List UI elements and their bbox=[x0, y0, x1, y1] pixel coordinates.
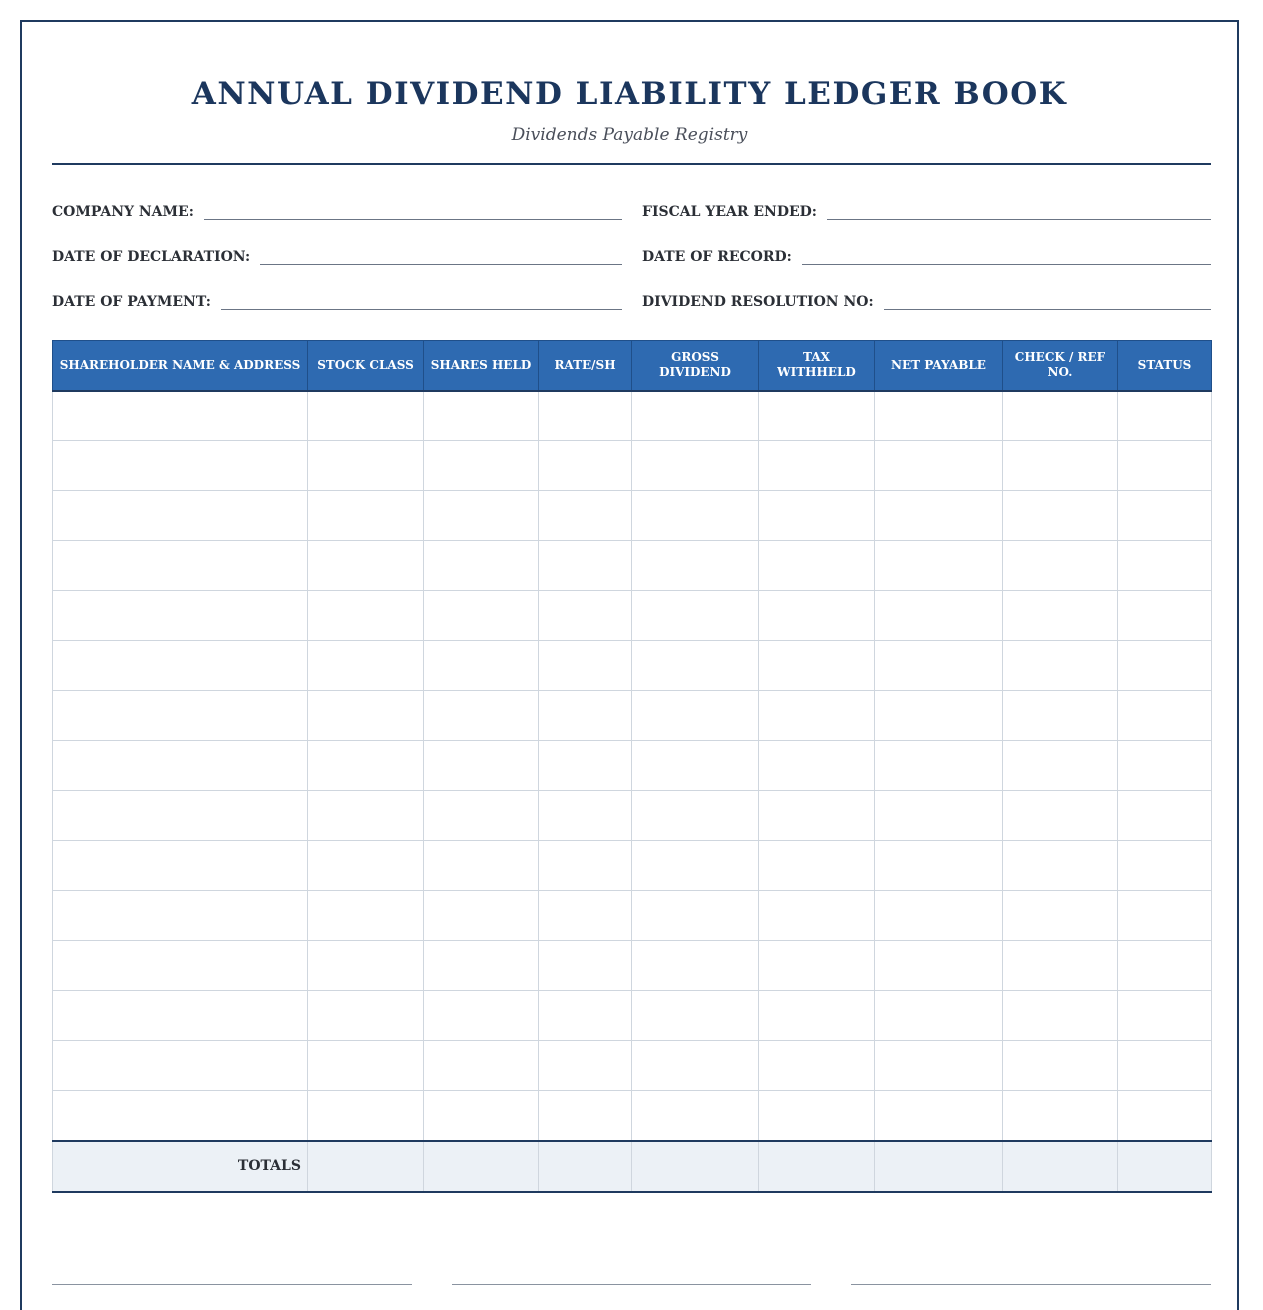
ledger-cell[interactable] bbox=[424, 641, 539, 691]
ledger-cell[interactable] bbox=[875, 841, 1003, 891]
ledger-cell[interactable] bbox=[1118, 541, 1212, 591]
ledger-cell[interactable] bbox=[424, 941, 539, 991]
ledger-row bbox=[53, 941, 1212, 991]
ledger-cell[interactable] bbox=[539, 791, 632, 841]
ledger-cell[interactable] bbox=[632, 1041, 759, 1091]
totals-cell[interactable] bbox=[424, 1141, 539, 1192]
date-of-payment-field bbox=[52, 286, 622, 310]
ledger-cell[interactable] bbox=[424, 491, 539, 541]
ledger-cell[interactable] bbox=[1003, 491, 1118, 541]
company-name-field bbox=[52, 196, 622, 220]
ledger-cell[interactable] bbox=[308, 1041, 424, 1091]
fiscal-year-ended-field bbox=[642, 196, 1211, 220]
ledger-cell[interactable] bbox=[875, 1091, 1003, 1141]
ledger-cell[interactable] bbox=[1003, 691, 1118, 741]
ledger-cell[interactable] bbox=[875, 541, 1003, 591]
ledger-row bbox=[53, 991, 1212, 1041]
company-name-label: COMPANY NAME: bbox=[52, 204, 194, 220]
ledger-cell[interactable] bbox=[308, 891, 424, 941]
ledger-cell[interactable] bbox=[308, 391, 424, 441]
ledger-cell[interactable] bbox=[875, 991, 1003, 1041]
ledger-cell[interactable] bbox=[759, 1091, 875, 1141]
ledger-cell[interactable] bbox=[424, 591, 539, 641]
totals-label: TOTALS bbox=[53, 1141, 308, 1192]
ledger-cell[interactable] bbox=[539, 641, 632, 691]
signature-line-3[interactable] bbox=[851, 1284, 1211, 1285]
ledger-cell[interactable] bbox=[1118, 641, 1212, 691]
ledger-cell[interactable] bbox=[632, 791, 759, 841]
ledger-cell[interactable] bbox=[759, 941, 875, 991]
column-header-shares-held: SHARES HELD bbox=[424, 341, 539, 391]
ledger-cell[interactable] bbox=[759, 541, 875, 591]
ledger-cell[interactable] bbox=[632, 491, 759, 541]
totals-cell[interactable] bbox=[1118, 1141, 1212, 1192]
ledger-cell[interactable] bbox=[424, 841, 539, 891]
ledger-row bbox=[53, 541, 1212, 591]
ledger-cell[interactable] bbox=[875, 791, 1003, 841]
ledger-cell[interactable] bbox=[875, 591, 1003, 641]
ledger-cell[interactable] bbox=[875, 441, 1003, 491]
ledger-cell[interactable] bbox=[1118, 691, 1212, 741]
ledger-cell[interactable] bbox=[632, 691, 759, 741]
ledger-cell[interactable] bbox=[1003, 991, 1118, 1041]
ledger-cell[interactable] bbox=[308, 841, 424, 891]
ledger-row bbox=[53, 891, 1212, 941]
signature-line-2[interactable] bbox=[452, 1284, 811, 1285]
ledger-cell[interactable] bbox=[53, 541, 308, 591]
date-of-record-input[interactable] bbox=[802, 241, 1211, 265]
ledger-cell[interactable] bbox=[424, 1091, 539, 1141]
ledger-cell[interactable] bbox=[53, 491, 308, 541]
ledger-cell[interactable] bbox=[1118, 991, 1212, 1041]
ledger-cell[interactable] bbox=[632, 941, 759, 991]
ledger-cell[interactable] bbox=[1118, 741, 1212, 791]
totals-row bbox=[53, 1141, 1212, 1192]
ledger-cell[interactable] bbox=[424, 1041, 539, 1091]
ledger-cell[interactable] bbox=[539, 891, 632, 941]
ledger-cell[interactable] bbox=[53, 841, 308, 891]
date-of-payment-input[interactable] bbox=[221, 286, 622, 310]
ledger-cell[interactable] bbox=[759, 441, 875, 491]
ledger-row bbox=[53, 441, 1212, 491]
ledger-cell[interactable] bbox=[632, 841, 759, 891]
ledger-row bbox=[53, 591, 1212, 641]
ledger-cell[interactable] bbox=[1003, 941, 1118, 991]
signature-line-1[interactable] bbox=[52, 1284, 412, 1285]
totals-cell[interactable] bbox=[875, 1141, 1003, 1192]
ledger-cell[interactable] bbox=[1118, 791, 1212, 841]
column-header-shareholder: SHAREHOLDER NAME & ADDRESS bbox=[53, 341, 308, 391]
ledger-cell[interactable] bbox=[632, 441, 759, 491]
ledger-body bbox=[53, 391, 1212, 1192]
ledger-table bbox=[52, 340, 1212, 1193]
ledger-cell[interactable] bbox=[424, 391, 539, 441]
ledger-cell[interactable] bbox=[1118, 391, 1212, 441]
ledger-cell[interactable] bbox=[632, 991, 759, 1041]
ledger-cell[interactable] bbox=[53, 941, 308, 991]
ledger-cell[interactable] bbox=[759, 591, 875, 641]
date-of-record-label: DATE OF RECORD: bbox=[642, 249, 792, 265]
date-of-declaration-input[interactable] bbox=[260, 241, 622, 265]
ledger-cell[interactable] bbox=[53, 891, 308, 941]
ledger-cell[interactable] bbox=[53, 1041, 308, 1091]
ledger-cell[interactable] bbox=[1118, 1091, 1212, 1141]
ledger-row bbox=[53, 1091, 1212, 1141]
ledger-cell[interactable] bbox=[53, 741, 308, 791]
page-title: ANNUAL DIVIDEND LIABILITY LEDGER BOOK bbox=[191, 76, 1068, 112]
ledger-cell[interactable] bbox=[53, 591, 308, 641]
ledger-cell[interactable] bbox=[539, 941, 632, 991]
ledger-cell[interactable] bbox=[1003, 541, 1118, 591]
ledger-cell[interactable] bbox=[875, 641, 1003, 691]
ledger-cell[interactable] bbox=[308, 541, 424, 591]
ledger-cell[interactable] bbox=[1118, 941, 1212, 991]
ledger-cell[interactable] bbox=[308, 991, 424, 1041]
ledger-cell[interactable] bbox=[759, 791, 875, 841]
ledger-cell[interactable] bbox=[759, 841, 875, 891]
ledger-cell[interactable] bbox=[759, 491, 875, 541]
ledger-cell[interactable] bbox=[53, 991, 308, 1041]
ledger-cell[interactable] bbox=[875, 741, 1003, 791]
ledger-cell[interactable] bbox=[1118, 491, 1212, 541]
ledger-cell[interactable] bbox=[1003, 891, 1118, 941]
ledger-cell[interactable] bbox=[308, 691, 424, 741]
header-divider bbox=[52, 163, 1211, 165]
dividend-resolution-no-input[interactable] bbox=[884, 286, 1211, 310]
ledger-cell[interactable] bbox=[1003, 591, 1118, 641]
totals-cell[interactable] bbox=[308, 1141, 424, 1192]
column-header-check-ref: CHECK / REF NO. bbox=[1003, 341, 1118, 391]
ledger-row bbox=[53, 791, 1212, 841]
column-header-rate: RATE/SH bbox=[539, 341, 632, 391]
page-subtitle: Dividends Payable Registry bbox=[511, 125, 748, 145]
ledger-cell[interactable] bbox=[308, 741, 424, 791]
ledger-cell[interactable] bbox=[539, 541, 632, 591]
ledger-cell[interactable] bbox=[632, 591, 759, 641]
ledger-cell[interactable] bbox=[1003, 741, 1118, 791]
ledger-cell[interactable] bbox=[632, 891, 759, 941]
ledger-cell[interactable] bbox=[875, 491, 1003, 541]
ledger-header-row bbox=[53, 341, 1212, 391]
ledger-cell[interactable] bbox=[1118, 841, 1212, 891]
column-header-gross-dividend: GROSS DIVIDEND bbox=[632, 341, 759, 391]
ledger-cell[interactable] bbox=[759, 391, 875, 441]
ledger-cell[interactable] bbox=[308, 1091, 424, 1141]
ledger-cell[interactable] bbox=[875, 941, 1003, 991]
date-of-declaration-label: DATE OF DECLARATION: bbox=[52, 249, 251, 265]
ledger-cell[interactable] bbox=[539, 391, 632, 441]
ledger-page bbox=[20, 20, 1239, 1310]
ledger-cell[interactable] bbox=[308, 791, 424, 841]
totals-cell[interactable] bbox=[632, 1141, 759, 1192]
ledger-cell[interactable] bbox=[424, 791, 539, 841]
column-header-stock-class: STOCK CLASS bbox=[308, 341, 424, 391]
date-of-record-field bbox=[642, 241, 1211, 265]
ledger-cell[interactable] bbox=[424, 691, 539, 741]
totals-cell[interactable] bbox=[1003, 1141, 1118, 1192]
ledger-row bbox=[53, 691, 1212, 741]
ledger-cell[interactable] bbox=[1003, 1041, 1118, 1091]
date-of-declaration-field bbox=[52, 241, 622, 265]
ledger-cell[interactable] bbox=[424, 991, 539, 1041]
ledger-cell[interactable] bbox=[539, 991, 632, 1041]
dividend-resolution-no-field bbox=[642, 286, 1211, 310]
company-name-input[interactable] bbox=[204, 196, 622, 220]
ledger-cell[interactable] bbox=[53, 641, 308, 691]
ledger-cell[interactable] bbox=[53, 791, 308, 841]
ledger-cell[interactable] bbox=[308, 941, 424, 991]
ledger-cell[interactable] bbox=[875, 1041, 1003, 1091]
ledger-cell[interactable] bbox=[875, 391, 1003, 441]
ledger-cell[interactable] bbox=[424, 441, 539, 491]
ledger-cell[interactable] bbox=[539, 841, 632, 891]
ledger-cell[interactable] bbox=[1003, 1091, 1118, 1141]
ledger-cell[interactable] bbox=[632, 1091, 759, 1141]
ledger-cell[interactable] bbox=[539, 741, 632, 791]
ledger-cell[interactable] bbox=[1118, 441, 1212, 491]
ledger-row bbox=[53, 741, 1212, 791]
ledger-cell[interactable] bbox=[1118, 591, 1212, 641]
ledger-cell[interactable] bbox=[308, 591, 424, 641]
ledger-cell[interactable] bbox=[759, 641, 875, 691]
ledger-cell[interactable] bbox=[1118, 891, 1212, 941]
ledger-cell[interactable] bbox=[1118, 1041, 1212, 1091]
column-header-net-payable: NET PAYABLE bbox=[875, 341, 1003, 391]
ledger-cell[interactable] bbox=[539, 491, 632, 541]
ledger-cell[interactable] bbox=[539, 441, 632, 491]
ledger-row bbox=[53, 841, 1212, 891]
ledger-cell[interactable] bbox=[1003, 841, 1118, 891]
date-of-payment-label: DATE OF PAYMENT: bbox=[52, 294, 211, 310]
ledger-cell[interactable] bbox=[759, 741, 875, 791]
ledger-cell[interactable] bbox=[53, 441, 308, 491]
ledger-cell[interactable] bbox=[875, 691, 1003, 741]
ledger-cell[interactable] bbox=[632, 641, 759, 691]
column-header-tax-withheld: TAX WITHHELD bbox=[759, 341, 875, 391]
ledger-cell[interactable] bbox=[632, 541, 759, 591]
ledger-cell[interactable] bbox=[1003, 391, 1118, 441]
ledger-cell[interactable] bbox=[759, 991, 875, 1041]
ledger-row bbox=[53, 491, 1212, 541]
fiscal-year-ended-label: FISCAL YEAR ENDED: bbox=[642, 204, 817, 220]
ledger-row bbox=[53, 391, 1212, 441]
ledger-cell[interactable] bbox=[424, 891, 539, 941]
column-header-status: STATUS bbox=[1118, 341, 1212, 391]
ledger-cell[interactable] bbox=[1003, 441, 1118, 491]
ledger-cell[interactable] bbox=[539, 591, 632, 641]
ledger-cell[interactable] bbox=[424, 541, 539, 591]
ledger-cell[interactable] bbox=[308, 441, 424, 491]
ledger-cell[interactable] bbox=[759, 1041, 875, 1091]
totals-cell[interactable] bbox=[759, 1141, 875, 1192]
ledger-cell[interactable] bbox=[308, 491, 424, 541]
ledger-cell[interactable] bbox=[308, 641, 424, 691]
ledger-cell[interactable] bbox=[53, 391, 308, 441]
totals-cell[interactable] bbox=[539, 1141, 632, 1192]
ledger-cell[interactable] bbox=[53, 1091, 308, 1141]
ledger-cell[interactable] bbox=[875, 891, 1003, 941]
fiscal-year-ended-input[interactable] bbox=[827, 196, 1211, 220]
ledger-cell[interactable] bbox=[539, 691, 632, 741]
ledger-cell[interactable] bbox=[53, 691, 308, 741]
dividend-resolution-no-label: DIVIDEND RESOLUTION NO: bbox=[642, 294, 874, 310]
ledger-cell[interactable] bbox=[632, 741, 759, 791]
ledger-cell[interactable] bbox=[1003, 791, 1118, 841]
ledger-row bbox=[53, 1041, 1212, 1091]
ledger-cell[interactable] bbox=[632, 391, 759, 441]
ledger-cell[interactable] bbox=[424, 741, 539, 791]
ledger-cell[interactable] bbox=[1003, 641, 1118, 691]
ledger-row bbox=[53, 641, 1212, 691]
ledger-cell[interactable] bbox=[759, 691, 875, 741]
ledger-cell[interactable] bbox=[539, 1041, 632, 1091]
ledger-cell[interactable] bbox=[539, 1091, 632, 1141]
ledger-cell[interactable] bbox=[759, 891, 875, 941]
